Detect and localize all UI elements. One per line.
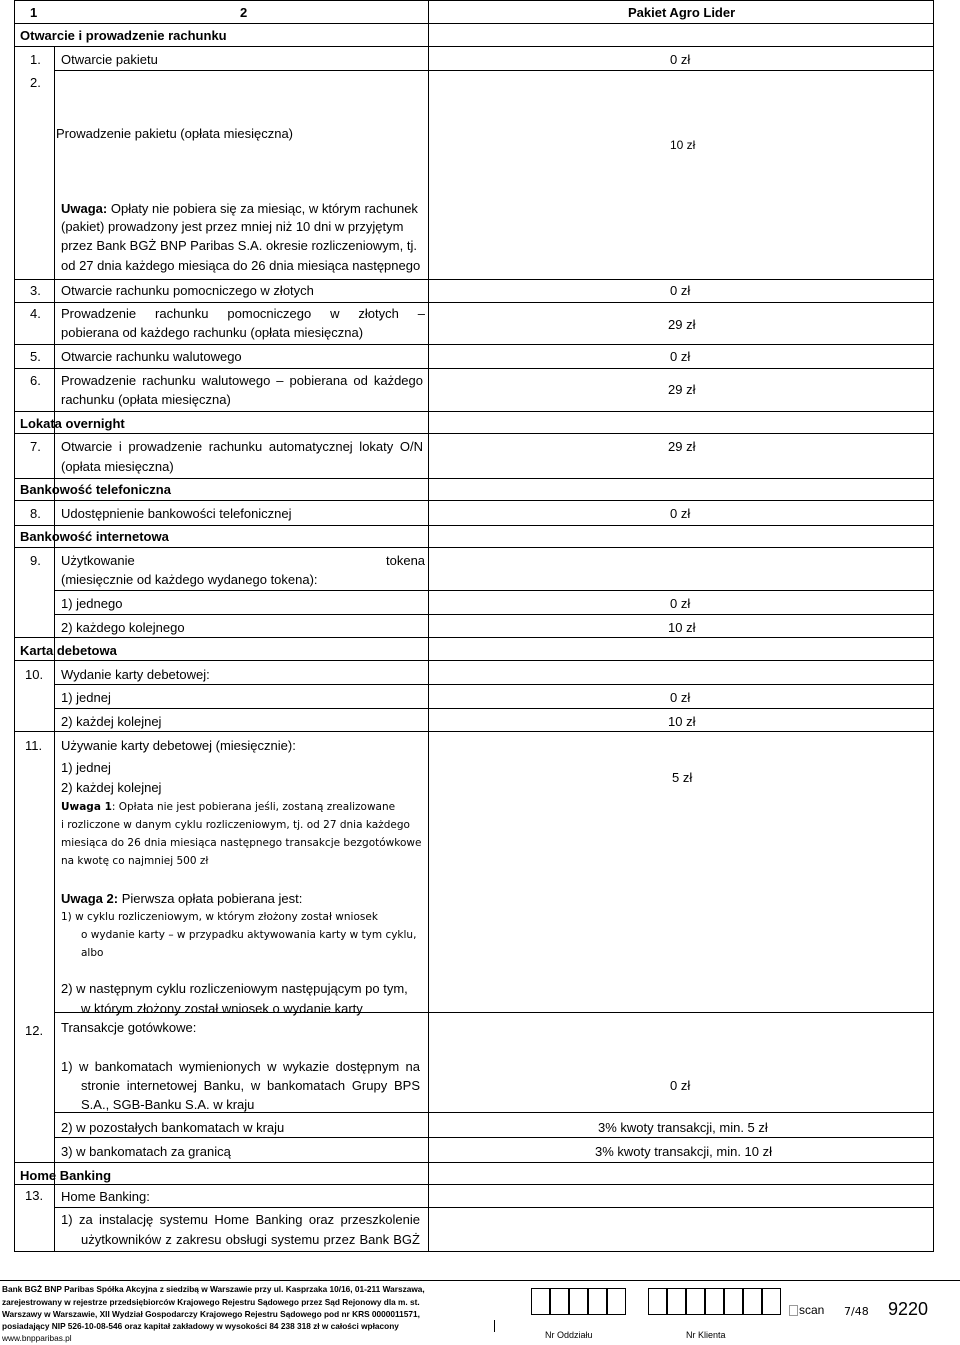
- row-description: Otwarcie pakietu: [61, 52, 158, 67]
- row-sub-item-2: użytkowników z zakresu obsługi systemu przez Bank BGŻ: [81, 1232, 420, 1247]
- row-sub-item: 1) w bankomatach wymienionych w wykazie dostępnym na: [61, 1059, 420, 1074]
- scan-checkbox-icon: [789, 1305, 798, 1316]
- row-number: 12.: [25, 1023, 44, 1038]
- row-description: Transakcje gotówkowe:: [61, 1020, 197, 1035]
- section-heading: Karta debetowa: [20, 643, 117, 658]
- row-fee: 0 zł: [670, 52, 691, 67]
- row-sub-item: 2) każdej kolejnej: [61, 714, 162, 729]
- row-sub-item: 1) za instalację systemu Home Banking oraz przeszkolenie: [61, 1212, 420, 1227]
- row-number: 3.: [30, 283, 41, 298]
- row-fee: 29 zł: [668, 317, 696, 332]
- row-sub-item: 2) w pozostałych bankomatach w kraju: [61, 1120, 285, 1135]
- row-description: Prowadzenie pakietu (opłata miesięczna): [56, 126, 294, 141]
- row-description-2: (opłata miesięczna): [61, 459, 174, 474]
- row-sub-item-2: stronie internetowej Banku, w bankomatach Grupy BPS: [81, 1078, 420, 1093]
- header-col-3: Pakiet Agro Lider: [628, 5, 736, 20]
- row-number: 4.: [30, 306, 41, 321]
- header-col-2: 2: [240, 5, 248, 20]
- section-heading: Bankowość telefoniczna: [20, 482, 171, 497]
- client-number-label: Nr Klienta: [686, 1330, 726, 1340]
- row-description: Wydanie karty debetowej:: [61, 667, 210, 682]
- row-description-2: rachunku (opłata miesięczna): [61, 392, 231, 407]
- section-heading: Lokata overnight: [20, 416, 125, 431]
- row-number: 9.: [30, 553, 41, 568]
- section-heading: Otwarcie i prowadzenie rachunku: [20, 28, 227, 43]
- footer-website: www.bnpparibas.pl: [2, 1333, 72, 1343]
- row-description: Otwarcie rachunku pomocniczego w złotych: [61, 283, 314, 298]
- row-fee: 0 zł: [670, 349, 691, 364]
- row-sub-item: 3) w bankomatach za granicą: [61, 1144, 231, 1159]
- row-fee: 10 zł: [668, 714, 696, 729]
- row-description-end: tokena: [386, 553, 426, 568]
- row-fee: 0 zł: [670, 506, 691, 521]
- row-sub-item: 1) jednego: [61, 596, 123, 611]
- row-fee: 0 zł: [670, 690, 691, 705]
- row-sub-item-3: S.A., SGB-Banku S.A. w kraju: [81, 1097, 255, 1112]
- section-heading: Bankowość internetowa: [20, 529, 169, 544]
- row-number: 10.: [25, 667, 44, 682]
- header-col-1: 1: [30, 5, 38, 20]
- row-fee: 3% kwoty transakcji, min. 5 zł: [598, 1120, 768, 1135]
- row-description: Prowadzenie rachunku pomocniczego w złotych –: [61, 306, 425, 321]
- row-sub-item: 1) jednej: [61, 760, 111, 775]
- row-number: 5.: [30, 349, 41, 364]
- row-fee: 10 zł: [668, 620, 696, 635]
- row-sub-item: 1) jednej: [61, 690, 111, 705]
- row-fee: 29 zł: [668, 439, 696, 454]
- document-code: 9220: [888, 1299, 929, 1319]
- row-number: 6.: [30, 373, 41, 388]
- row-fee: 3% kwoty transakcji, min. 10 zł: [595, 1144, 773, 1159]
- row-fee: 0 zł: [670, 1078, 691, 1093]
- row-fee: 29 zł: [668, 382, 696, 397]
- row-fee: 5 zł: [672, 770, 693, 785]
- row-sub-item: 2) każdej kolejnej: [61, 780, 162, 795]
- row-number: 1.: [30, 52, 41, 67]
- row-number: 11.: [25, 738, 43, 753]
- row-description-2: (miesięcznie od każdego wydanego tokena):: [61, 572, 318, 587]
- branch-number-label: Nr Oddziału: [545, 1330, 593, 1340]
- row-number: 8.: [30, 506, 41, 521]
- row-description-2: pobierana od każdego rachunku (opłata miesięczna): [61, 325, 364, 340]
- row-fee: 0 zł: [670, 283, 691, 298]
- row-description: Otwarcie i prowadzenie rachunku automatycznej lokaty O/N: [61, 439, 423, 454]
- row-number: 13.: [25, 1188, 44, 1203]
- row-fee: 0 zł: [670, 596, 691, 611]
- page-number: 7/48: [844, 1305, 869, 1318]
- row-number: 2.: [30, 75, 41, 90]
- row-fee: 10 zł: [670, 138, 696, 152]
- row-description: Udostępnienie bankowości telefonicznej: [61, 506, 292, 521]
- scan-label: scan: [799, 1303, 825, 1317]
- row-description: Home Banking:: [61, 1189, 150, 1204]
- row-description: Użytkowanie: [61, 553, 135, 568]
- row-description: Używanie karty debetowej (miesięcznie):: [61, 738, 296, 753]
- row-description: Otwarcie rachunku walutowego: [61, 349, 242, 364]
- row-sub-item: 2) każdego kolejnego: [61, 620, 185, 635]
- row-number: 7.: [30, 439, 41, 454]
- section-heading: Home Banking: [20, 1168, 112, 1183]
- row-description: Prowadzenie rachunku walutowego – pobierana od każdego: [61, 373, 423, 388]
